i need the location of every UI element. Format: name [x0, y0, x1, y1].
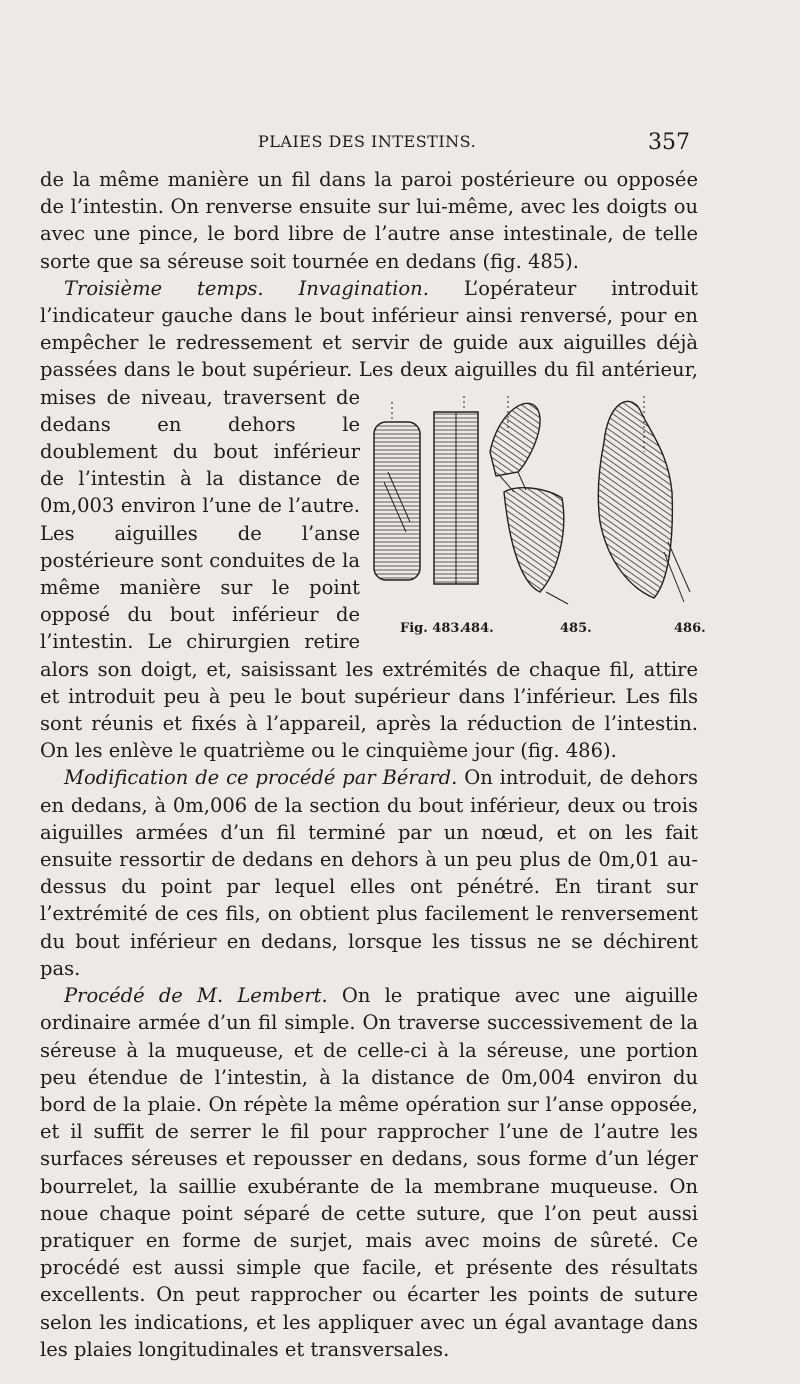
intestine-suture-figures: [368, 392, 706, 640]
figure-illustration: [368, 392, 698, 610]
caption-fig-484: 484.: [462, 620, 494, 636]
paragraph-4: [40, 982, 698, 1363]
page-header: [0, 130, 800, 160]
figure-captions: [368, 615, 706, 636]
fig-485-drawing: [490, 396, 568, 604]
running-title: PLAIES DES INTESTINS.: [258, 132, 477, 151]
paragraph-1: [40, 166, 698, 275]
figure-block: [368, 392, 706, 640]
fig-483-drawing: [374, 402, 420, 580]
paragraph-3: [40, 764, 698, 982]
fig-484-drawing: [434, 396, 478, 584]
paragraph-2-lead: Troisième temps. Invagination.: [64, 276, 429, 300]
paragraph-4-text: On le pratique avec une aiguille ordinaire armée d’un fil simple. On traverse successivement de la séreuse à la muqueuse, et de celle-ci à la séreuse, une portion peu étendue de l’intestin, à la distance de 0m,004 environ du bord de la plaie. On répète la même opération sur l’anse opposée, et il suffit de serrer le fil pour rapprocher l’une de l’autre les surfaces séreuses et repousser en dedans, sous forme d’un léger bourrelet, la saillie exubérante de la membrane muqueuse. On noue chaque point séparé de cette suture, que l’on peut aussi pratiquer en forme de surjet, mais avec moins de sûreté. Ce procédé est aussi simple que facile, et présente des résultats excellents. On peut rapprocher ou écarter les points de suture selon les indications, et les appliquer avec un égal avantage dans les plaies longitudinales et transversales.: [40, 984, 698, 1361]
caption-fig-485: 485.: [560, 620, 592, 636]
page-number: 357: [648, 130, 690, 155]
paragraph-4-lead: Procédé de M. Lembert.: [64, 984, 328, 1008]
paragraph-3-lead: Modification de ce procédé par Bérard.: [64, 766, 458, 790]
paragraph-2-text: L’opérateur introduit l’indicateur gauche dans le bout inférieur ainsi renversé, pour en empêcher le redressement et servir de guide aux aiguilles déjà passées dans le bout supérieur. Les deux aiguilles du fil antérieur, mises Fig. 483. 484. 485. 486. de niveau, traversent de dedans en dehors le doublement du bout inférieur de l’intestin à la distance de 0m,003 environ l’une de l’autre. Les aiguilles de l’anse postérieure sont conduites de la même manière sur le point opposé du bout inférieur de l’intestin. Le chirurgien retire alors son doigt, et, saisissant les extrémités de chaque fil, attire et introduit peu à peu le bout supérieur dans l’inférieur. Les fils sont réunis et fixés à l’appareil, après la réduction de l’intestin. On les enlève le quatrième ou le cinquième jour (fig. 486).: [40, 276, 706, 763]
caption-fig-486: 486.: [674, 620, 706, 636]
fig-486-drawing: [598, 396, 690, 602]
paragraph-1-text: de la même manière un fil dans la paroi postérieure ou opposée de l’intestin. On renverse ensuite sur lui-même, avec les doigts ou avec une pince, le bord libre de l’autre anse intestinale, de telle sorte que sa séreuse soit tournée en dedans (fig. 485).: [40, 168, 698, 273]
paragraph-2: [40, 275, 706, 765]
paragraph-3-text: On introduit, de dehors en dedans, à 0m,006 de la section du bout inférieur, deux ou trois aiguilles armées d’un fil terminé par un nœud, et on les fait ensuite ressortir de dedans en dehors à un peu plus de 0m,01 au-dessus du point par lequel elles ont pénétré. En tirant sur l’extrémité de ces fils, on obtient plus facilement le renversement du bout inférieur en dedans, lorsque les tissus ne se déchirent pas.: [40, 766, 698, 980]
caption-fig-483: Fig. 483.: [400, 620, 464, 636]
text-body: [40, 166, 706, 1363]
